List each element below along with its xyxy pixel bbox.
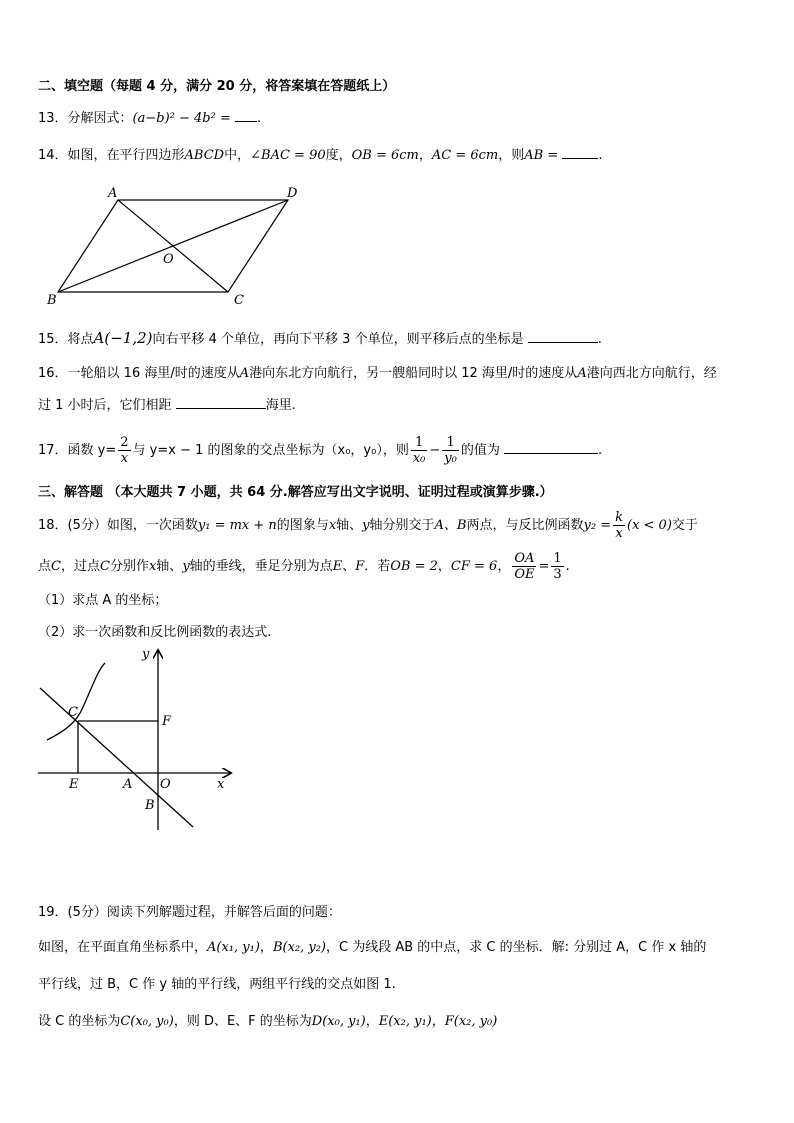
q17-fraction	[118, 435, 130, 466]
q18-var: C	[51, 559, 61, 574]
q13-answer-blank[interactable]	[235, 109, 257, 122]
section-2-heading: 二、填空题（每题 4 分，满分 20 分，将答案填在答题纸上）	[38, 79, 396, 94]
q13-expression: (a−b)² − 4b² =	[132, 111, 231, 126]
q15-suffix: .	[597, 332, 602, 347]
q18-text: 的图象与	[276, 518, 329, 533]
q16-text: 港向东北方向航行，另一艘船同时以 12 海里/时的速度从	[249, 366, 578, 381]
q15-answer-blank[interactable]	[528, 330, 598, 343]
q14-angle: ∠BAC = 90	[250, 148, 326, 163]
q14-ac: AC = 6cm	[431, 148, 499, 163]
frac-numerator: 1	[411, 435, 428, 451]
linear-function-line	[40, 688, 193, 827]
question-16-line-2	[38, 396, 296, 415]
label-x-axis: x	[217, 777, 225, 792]
label-c: C	[234, 293, 244, 308]
question-13	[38, 109, 261, 128]
q18-var: x	[148, 559, 157, 574]
q17-minus: −	[429, 443, 441, 458]
label-y-axis: y	[142, 647, 150, 662]
q18-ratio-fraction	[512, 551, 536, 582]
frac-denominator: y₀	[444, 451, 457, 466]
q19-text: ，	[431, 1014, 445, 1029]
q16-text: 16．一轮船以 16 海里/时的速度从	[38, 366, 240, 381]
q16-answer-blank[interactable]	[176, 396, 266, 409]
q14-quad: ABCD	[184, 148, 225, 163]
frac-denominator: OE	[514, 567, 535, 582]
q14-ob: OB = 6cm	[351, 148, 419, 163]
question-19-line-2	[38, 939, 706, 957]
q18-text: 轴的垂线，垂足分别为点	[189, 559, 333, 574]
frac-numerator: 1	[442, 435, 459, 451]
frac-denominator: x	[120, 451, 129, 466]
q14-text: 度，	[325, 148, 352, 163]
question-14	[38, 146, 603, 165]
frac-denominator: x	[615, 526, 623, 541]
q13-suffix: .	[257, 111, 262, 126]
q18-subquestion-2: （2）求一次函数和反比例函数的表达式.	[38, 625, 272, 640]
q18-subquestion-1: （1）求点 A 的坐标；	[38, 593, 168, 608]
q15-point: A(−1,2)	[93, 329, 153, 347]
q19-point-d: D(x₀, y₁)	[311, 1014, 366, 1029]
q18-ob: OB = 2	[390, 559, 438, 574]
q18-var: E	[332, 559, 343, 574]
q17-text: 与 y=x − 1 的图象的交点坐标为（x₀，y₀），则	[132, 443, 409, 458]
coordinate-figure	[35, 645, 235, 840]
label-b: B	[47, 293, 57, 308]
question-19-line-1: 19．(5分）阅读下列解题过程，并解答后面的问题：	[38, 905, 341, 920]
q18-text: 轴分别交于	[369, 518, 435, 533]
diagonal-bd	[58, 200, 288, 292]
label-c: C	[68, 705, 78, 720]
q17-answer-blank[interactable]	[504, 441, 598, 454]
q19-point-b: B(x₂, y₂)	[272, 940, 326, 955]
q18-var: x	[328, 518, 337, 533]
q16-suffix: 海里.	[265, 398, 296, 413]
frac-numerator: 1	[553, 551, 562, 566]
q18-text: ，	[437, 559, 451, 574]
question-17	[38, 431, 602, 471]
q14-text: ，则	[498, 148, 525, 163]
q19-text: ，	[259, 940, 273, 955]
q19-point-c: C(x₀, y₀)	[120, 1014, 174, 1029]
label-o: O	[160, 777, 171, 792]
q17-suffix: .	[598, 443, 603, 458]
q18-var: F	[355, 559, 365, 574]
q19-text: 设 C 的坐标为	[38, 1014, 121, 1029]
q18-value-fraction	[551, 551, 563, 582]
q17-fraction-1	[411, 435, 428, 466]
q17-fraction-2	[442, 435, 459, 466]
q18-text: ．若	[364, 559, 391, 574]
q19-point-f: F(x₂, y₀)	[444, 1014, 498, 1029]
label-b: B	[145, 798, 155, 813]
question-19-line-4	[38, 1013, 497, 1031]
question-18-line-1	[38, 506, 698, 546]
q19-text: ，C 为线段 AB 的中点，求 C 的坐标．解: 分别过 A，C 作 x 轴的	[326, 940, 707, 955]
q18-cf: CF = 6	[450, 559, 498, 574]
parallelogram-figure	[40, 180, 320, 310]
q17-text: 17．函数 y=	[38, 443, 117, 458]
q19-point-e: E(x₂, y₁)	[378, 1014, 432, 1029]
question-15	[38, 329, 602, 349]
q18-text: .	[565, 559, 570, 574]
q16-text: 过 1 小时后，它们相距	[38, 398, 172, 413]
frac-denominator: 3	[553, 567, 562, 582]
label-e: E	[69, 777, 79, 792]
q15-text: 向右平移 4 个单位，再向下平移 3 个单位，则平移后点的坐标是	[152, 332, 524, 347]
frac-numerator: k	[615, 510, 623, 525]
q18-text: 点	[38, 559, 52, 574]
label-f: F	[162, 714, 172, 729]
q14-ab: AB =	[524, 148, 559, 163]
section-3-heading: 三、解答题 （本大题共 7 小题，共 64 分.解答应写出文字说明、证明过程或演算步骤.）	[38, 485, 553, 500]
q13-prefix: 13．分解因式：	[38, 111, 133, 126]
label-a: A	[123, 777, 133, 792]
q14-answer-blank[interactable]	[562, 146, 598, 159]
q18-condition: (x < 0)	[627, 518, 672, 533]
q18-text: 轴、	[156, 559, 183, 574]
q18-inverse-function: y₂ =	[583, 518, 612, 533]
q18-text: 分别作	[109, 559, 149, 574]
q19-point-a: A(x₁, y₁)	[207, 940, 260, 955]
q18-var: C	[99, 559, 110, 574]
q18-text: ，过点	[60, 559, 100, 574]
q18-text: 交于	[671, 518, 698, 533]
q19-text: ，	[365, 1014, 379, 1029]
frac-numerator: 2	[120, 435, 129, 450]
q18-points: A、B	[434, 518, 467, 533]
q18-text: 18．(5分）如图，一次函数	[38, 518, 198, 533]
question-16-line-1	[38, 365, 717, 383]
q14-text: ，	[418, 148, 432, 163]
q18-linear-function: y₁ = mx + n	[197, 518, 277, 533]
q17-text: 的值为	[460, 443, 500, 458]
q14-suffix: .	[598, 148, 603, 163]
label-a: A	[108, 186, 118, 201]
frac-denominator: x₀	[412, 451, 426, 466]
q16-port-a: A	[577, 366, 587, 381]
question-19-line-3: 平行线，过 B，C 作 y 轴的平行线，两组平行线的交点如图 1.	[38, 977, 396, 992]
q19-text: ，则 D、E、F 的坐标为	[173, 1014, 312, 1029]
q16-port-a: A	[239, 366, 250, 381]
label-o: O	[163, 252, 174, 267]
frac-numerator: OA	[512, 551, 536, 567]
q15-prefix: 15．将点	[38, 332, 94, 347]
q18-text: 两点，与反比例函数	[466, 518, 584, 533]
q18-var: y	[182, 559, 190, 574]
q18-var: y	[362, 518, 370, 533]
q16-text: 港向西北方向航行，经	[586, 366, 717, 381]
question-18-line-2	[38, 547, 570, 587]
q18-text: 、	[342, 559, 356, 574]
q14-text: 中，	[224, 148, 251, 163]
q18-text: ，	[497, 559, 511, 574]
q14-prefix: 14．如图，在平行四边形	[38, 148, 185, 163]
q18-k-fraction	[613, 510, 625, 541]
q19-text: 如图，在平面直角坐标系中，	[38, 940, 208, 955]
label-d: D	[287, 186, 298, 201]
q18-equals: =	[538, 559, 550, 574]
q18-text: 轴、	[336, 518, 363, 533]
